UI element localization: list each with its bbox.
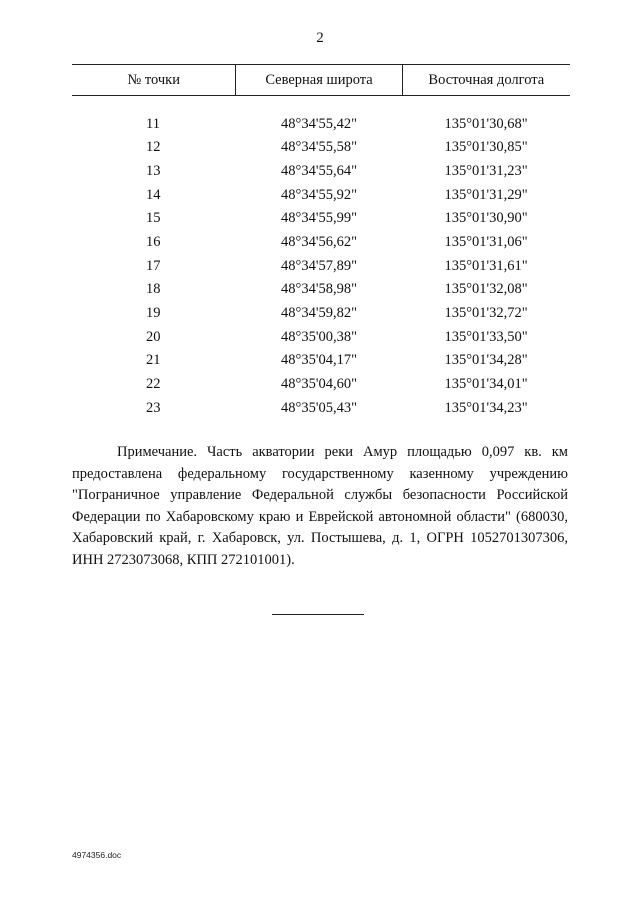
longitude-cell: 135°01'32,08"	[444, 281, 528, 298]
latitude-cell: 48°34'58,98"	[281, 281, 357, 298]
latitude-cell: 48°35'05,43"	[281, 399, 357, 416]
point-number-cell: 11	[146, 115, 160, 132]
point-number-cell: 12	[146, 139, 161, 156]
table-row	[72, 207, 570, 231]
point-number-cell: 23	[146, 399, 161, 416]
latitude-cell: 48°34'56,62"	[281, 234, 357, 251]
longitude-cell: 135°01'31,61"	[444, 257, 528, 274]
header-point-number: № точки	[72, 65, 236, 96]
latitude-cell: 48°34'55,99"	[281, 210, 357, 227]
table-row	[72, 396, 570, 420]
table-header-row	[72, 65, 570, 96]
latitude-cell: 48°34'55,64"	[281, 162, 357, 179]
longitude-cell: 135°01'34,23"	[444, 399, 528, 416]
table-row	[72, 183, 570, 207]
latitude-cell: 48°35'00,38"	[281, 328, 357, 345]
table-body	[72, 96, 570, 420]
note-paragraph: Примечание. Часть акватории реки Амур площадью 0,097 кв. км предоставлена федеральному государственному казенному учреждению "Пограничное управление Федеральной службы безопасности Российской Федерации по Хабаровскому краю и Еврейской автономной области" (680030, Хабаровский край, г. Хабаровск, ул. Постышева, д. 1, ОГРН 1052701307306, ИНН 2723073068, КПП 272101001).	[72, 444, 568, 568]
latitude-cell: 48°34'57,89"	[281, 257, 357, 274]
point-number-cell: 14	[146, 186, 161, 203]
point-number-cell: 13	[146, 162, 161, 179]
longitude-cell: 135°01'31,23"	[444, 162, 528, 179]
latitude-cell: 48°34'55,92"	[281, 186, 357, 203]
header-north-latitude: Северная широта	[236, 65, 402, 96]
table-row	[72, 373, 570, 397]
point-number-cell: 19	[146, 305, 161, 322]
longitude-cell: 135°01'31,06"	[444, 234, 528, 251]
point-number-cell: 16	[146, 234, 161, 251]
table-row	[72, 325, 570, 349]
table-row	[72, 136, 570, 160]
header-east-longitude: Восточная долгота	[402, 65, 570, 96]
page-number: 2	[316, 30, 324, 46]
longitude-cell: 135°01'33,50"	[444, 328, 528, 345]
end-divider-line	[272, 614, 364, 615]
document-filename: 4974356.doc	[72, 850, 122, 860]
longitude-cell: 135°01'31,29"	[444, 186, 528, 203]
point-number-cell: 17	[146, 257, 161, 274]
table-row	[72, 278, 570, 302]
point-number-cell: 21	[146, 352, 161, 369]
longitude-cell: 135°01'30,85"	[444, 139, 528, 156]
table-row	[72, 96, 570, 136]
latitude-cell: 48°35'04,17"	[281, 352, 357, 369]
longitude-cell: 135°01'34,28"	[444, 352, 528, 369]
table-row	[72, 254, 570, 278]
point-number-cell: 15	[146, 210, 161, 227]
latitude-cell: 48°34'55,58"	[281, 139, 357, 156]
longitude-cell: 135°01'32,72"	[444, 305, 528, 322]
longitude-cell: 135°01'30,90"	[444, 210, 528, 227]
point-number-cell: 20	[146, 328, 161, 345]
coordinates-table	[72, 64, 570, 420]
point-number-cell: 22	[146, 376, 161, 393]
latitude-cell: 48°34'59,82"	[281, 305, 357, 322]
latitude-cell: 48°34'55,42"	[281, 115, 357, 132]
table-row	[72, 230, 570, 254]
latitude-cell: 48°35'04,60"	[281, 376, 357, 393]
longitude-cell: 135°01'34,01"	[444, 376, 528, 393]
point-number-cell: 18	[146, 281, 161, 298]
longitude-cell: 135°01'30,68"	[444, 115, 528, 132]
table-row	[72, 302, 570, 326]
table-row	[72, 349, 570, 373]
table-row	[72, 159, 570, 183]
